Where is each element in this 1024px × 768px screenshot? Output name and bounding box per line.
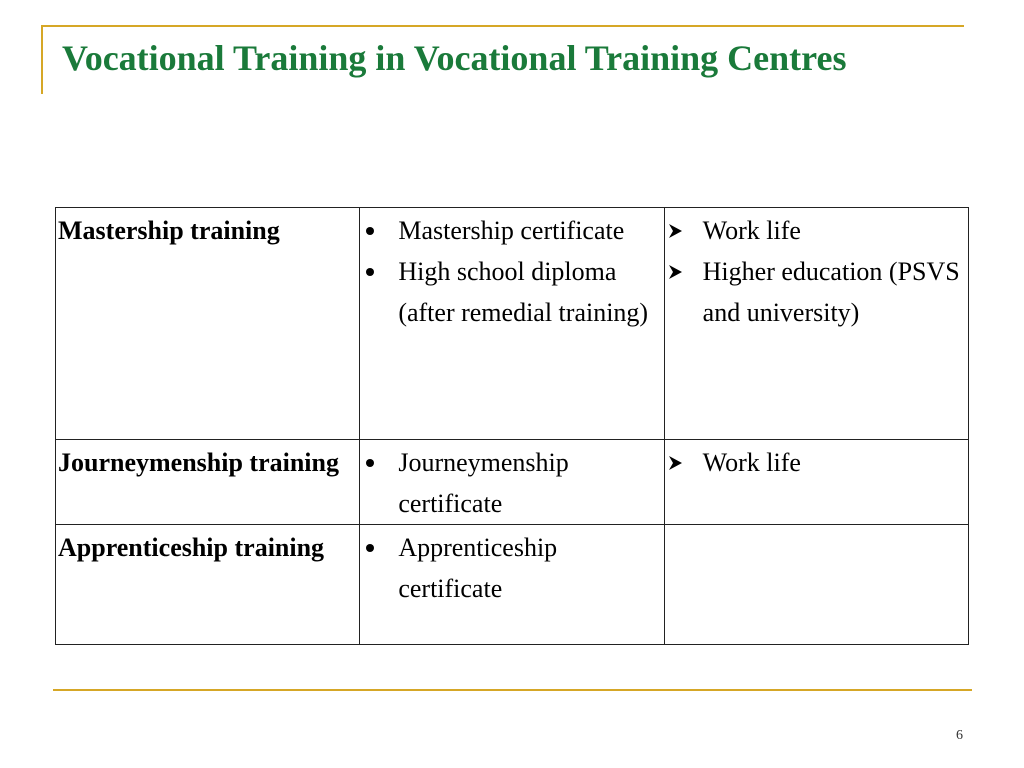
page-number: 6 <box>956 728 963 743</box>
training-type-cell: Mastership training <box>56 208 360 440</box>
pathways-cell <box>664 208 968 440</box>
qualifications-list <box>360 440 663 524</box>
pathways-list <box>665 440 968 483</box>
list-item <box>665 442 968 483</box>
arrow-bullet-icon <box>665 210 685 251</box>
list-item <box>360 527 663 609</box>
qualifications-list <box>360 208 663 333</box>
slide-title: Vocational Training in Vocational Training Centres <box>62 38 847 78</box>
pathway-text: Work life <box>702 216 801 245</box>
qualifications-list <box>360 525 663 609</box>
table-row <box>56 525 969 645</box>
qualifications-cell <box>360 208 664 440</box>
footer-accent-line <box>53 689 972 691</box>
bullet-dot-icon <box>360 251 380 292</box>
table-row <box>56 208 969 440</box>
bullet-dot-icon <box>360 210 380 251</box>
qualifications-cell <box>360 525 664 645</box>
arrow-bullet-icon <box>665 251 685 292</box>
list-item <box>665 210 968 251</box>
left-accent-line <box>41 25 43 94</box>
qualifications-cell <box>360 440 664 525</box>
qualification-text: Mastership certificate <box>398 216 625 245</box>
pathway-text: Work life <box>702 448 801 477</box>
pathway-text: Higher education (PSVS and university) <box>702 257 960 327</box>
bullet-dot-icon <box>360 527 380 568</box>
pathways-list <box>665 208 968 333</box>
pathways-cell <box>664 440 968 525</box>
qualification-text: High school diploma (after remedial training) <box>398 257 649 327</box>
pathways-cell-empty <box>664 525 968 645</box>
list-item <box>665 251 968 333</box>
list-item <box>360 251 663 333</box>
training-table <box>55 207 969 645</box>
training-type-cell: Journeymenship training <box>56 440 360 525</box>
training-type-cell: Apprenticeship training <box>56 525 360 645</box>
arrow-bullet-icon <box>665 442 685 483</box>
list-item <box>360 442 663 524</box>
list-item <box>360 210 663 251</box>
table-row <box>56 440 969 525</box>
bullet-dot-icon <box>360 442 380 483</box>
qualification-text: Journeymenship certificate <box>398 448 569 518</box>
qualification-text: Apprenticeship certificate <box>398 533 558 603</box>
top-accent-line <box>41 25 964 27</box>
